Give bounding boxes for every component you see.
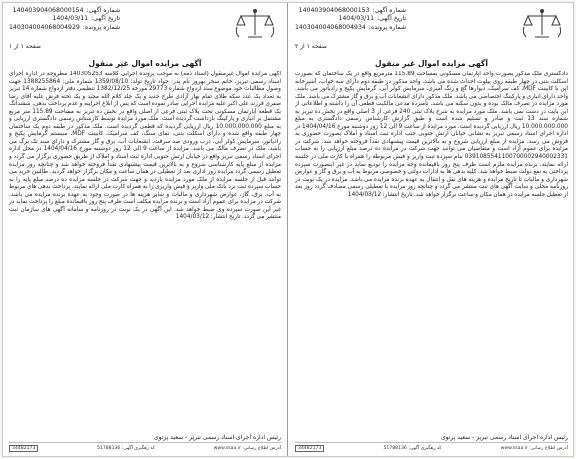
meta-date-row: تاریخ آگهی:1404/03/11	[338, 15, 407, 23]
notice-body	[9, 71, 281, 433]
notice-footer	[9, 442, 281, 453]
footer-website: آدرس اطلاع رسانی: www.ssaa.ir	[213, 445, 281, 451]
meta-file-row: شماره پرونده:140304004068004934	[295, 23, 407, 31]
notice-body-text: آگهی مزایده اموال غیرمنقول (اسناد ذمه) به موجب پرونده اجرایی کلاسه 140305253 مطروحه در اداره اجرای اسناد رسمی تبریز، خانم سحر بهروز نام پدر: جواد تاریخ تولد: 1359/08/10 شماره ملی: 1388255864 جهت وصول مطالبات خود موضوع سند ازدواج شماره 29773 مورخه 1382/12/25 تنظیمی دفتر ازدواج شماره 14 تبریز به تعداد یک عدد سکه طلای تمام بهار آزادی طرح جدید و یک جلد کلام الله مجید و یک تخته فرش علیه آقای رضا صفری فرزند علی اکبر علیه مزایده اجرایی صادر نموده است که پس از ابلاغ اجراییه و عدم پرداخت بدهی، ششدانگ یک قطعه آپارتمان مسکونی تحت پلاک ثبتی فرعی از اصلی واقع در بخش ده تبریز به مساحت 115.89 متر مربع مشتمل بر انباری و پارکینگ بازداشت گردیده است. ملک مورد مزایده توسط کارشناس رسمی دادگستری ارزیابی و به مبلغ 10.000.000.000 ریال ارزیابی گردیده که قطعی گردیده است. ملک مذکور در طبقه دوم یک ساختمان چهار طبقه واقع شده و دارای اسکلت بتنی، نمای سنگ، کف سرامیک، کابینت MDF، سیستم گرمایش پکیج و رادیاتور، سرمایش کولر آبی، درب ورودی ضد سرقت، انشعابات آب، برق و گاز مشترک و دارای سند تک برگ می باشد. ملک در تصرف مالک می باشد. مزایده از ساعت 9 الی 12 روز دوشنبه مورخ 1404/04/16 در محل اداره اجرای اسناد رسمی تبریز واقع در خیابان ارتش جنوبی اداره ثبت اسناد و املاک از طریق حضوری برگزار می گردد و مزایده از مبلغ پایه کارشناسی شروع و به بالاترین قیمت پیشنهادی نقداً فروخته خواهد شد و چنانچه روز مزایده تعطیل رسمی گردد مزایده روز اداری بعد از تعطیلی در همان ساعت و مکان برگزار خواهد گردید. طالبین خرید می توانند قبل از جلسه مزایده از ملک مورد مزایده بازدید و جهت شرکت در جلسه مزایده ده درصد مبلغ پایه را به حساب سپرده ثبت نزد بانک ملی واریز و فیش واریزی را به همراه کارت ملی ارائه نمایند. پرداخت بدهی های مربوط به آب، برق، گاز، عوارض شهرداری و مالیات و سایر هزینه ها در صورت وجود به عهده برنده مزایده می باشد. شرکت در مزایده برای عموم آزاد است و برنده مزایده مکلف است ظرف پنج روز باقیمانده مبلغ را پرداخت نماید در غیر این صورت سپرده وی ضبط خواهد شد. این آگهی در یک نوبت در روزنامه و سامانه آگهی های سازمان ثبت منتشر می گردد. تاریخ انتشار: 1404/03/12	[9, 71, 281, 221]
notice-meta	[295, 7, 406, 32]
footer-tracking-code: کد رهگیری آگهی: 51788136	[96, 445, 155, 451]
scales-of-justice-emblem-icon	[520, 7, 564, 41]
document-sheet	[2, 2, 574, 457]
notice-header	[9, 7, 281, 57]
notice-date: 1404/03/11	[338, 15, 375, 23]
notice-header	[295, 7, 568, 57]
notice-code: 140403904068000153	[298, 7, 370, 14]
notice-signature: رئیس اداره اجرای اسناد رسمی تبریز - سعید پرتوی	[440, 434, 568, 441]
scales-of-justice-emblem-icon	[233, 7, 277, 41]
meta-file-row: شماره پرونده:140304004068004929	[9, 23, 121, 31]
notice-footer	[295, 442, 568, 453]
notice-left	[3, 3, 288, 456]
page-number: صفحه ۱ از ۲	[295, 43, 327, 50]
footer-stamp: 34482173	[9, 445, 38, 452]
footer-website: آدرس اطلاع رسانی: www.ssaa.ir	[500, 445, 568, 451]
footer-stamp: 34482173	[295, 445, 324, 452]
notice-date: 1404/03/11	[52, 15, 89, 23]
meta-date-row: تاریخ آگهی:1404/03/11	[52, 15, 121, 23]
notice-title: آگهی مزایده اموال غیر منقول	[88, 59, 202, 68]
notice-meta	[9, 7, 120, 32]
notice-body	[295, 71, 568, 433]
notice-right	[289, 3, 574, 456]
notice-file-number: 140304004068004934	[295, 23, 366, 31]
page-number: صفحه ۱ از ۱	[9, 43, 41, 50]
notice-code: 140403904068000154	[12, 7, 84, 14]
notice-body-text: دادگستری ملک مذکور بصورت واحد آپارتمان مسکونی بمساحت 115.89 مترمربع واقع در یک ساختمان که بصورت اسکلت بتنی در چهار طبقه روی پیلوت احداث شده می باشد. واحد مذکور در طبقه دوم دارای سه خواب، آشپزخانه اپن با کابینت MDF، کف سرامیک، دیوارها گچ و رنگ آمیزی، سرمایش کولر آبی، گرمایش پکیج و رادیاتور می باشد. واحد دارای انباری و پارکینگ اختصاصی می باشد. ملک مذکور دارای انشعابات آب و برق و گاز مشترک می باشد. ملک مورد مزایده در تصرف مالک بوده و بدون سکنه می باشد. نامبرده مدعی مالکیت قطعی آن را داشته و اطلاعاتی از این بابت در دست نمی باشد. ملک مورد مزایده به شرح پلاک ثبتی 240 فرعی از 3 اصلی واقع در بخش ده تبریز به شماره سند 13 ثبت و صادر و تسلیم شده است و طبق گزارش کارشناس رسمی دادگستری به مبلغ 10.000.000.000 ریال ارزیابی گردیده است. مورد مزایده از ساعت 9 الی 12 روز دوشنبه مورخ 1404/04/16 در اداره اجرای اسناد رسمی تبریز به نشانی خیابان ارتش جنوبی جنب اداره ثبت اسناد و املاک بصورت حضوری به فروش می رسد. مزایده از مبلغ ارزیابی شروع و به بالاترین قیمت پیشنهادی نقداً فروخته خواهد شد. شرکت در مزایده برای عموم آزاد است و متقاضیان می توانند جهت شرکت در مزایده ده درصد مبلغ ارزیابی را به حساب 0391085541100700002940002331 بنام سپرده ثبت واریز و فیش مربوطه را همراه با کارت ملی در جلسه ارائه نمایند. برنده مزایده ملزم است ظرف پنج روز باقیمانده وجه مزایده را تودیع نماید در غیر اینصورت سپرده پرداختی به نفع دولت ضبط خواهد شد. کلیه بدهی ها به ادارات دولتی و خصوصی مربوط به آب و برق و گاز و عوارض شهرداری و مالیات تا تاریخ مزایده و هزینه های نقل و انتقال به عهده برنده مزایده می باشد. مزایده در یک نوبت در روزنامه محلی و سایت آگهی های ثبت منتشر می گردد و چنانچه روز مزایده با تعطیلی رسمی مصادف گردد روز بعد از تعطیل جلسه مزایده در همان مکان و ساعت برگزار خواهد شد. تاریخ انتشار: 1404/03/12	[295, 71, 568, 198]
meta-code-row: شماره آگهی:140403904068000153	[298, 7, 407, 14]
meta-code-row: شماره آگهی:140403904068000154	[12, 7, 121, 14]
notice-signature: رئیس اداره اجرای اسناد رسمی تبریز - سعید پرتوی	[153, 434, 281, 441]
footer-tracking-code: کد رهگیری آگهی: 51788136	[383, 445, 442, 451]
notice-title: آگهی مزایده اموال غیر منقول	[375, 59, 488, 68]
notice-file-number: 140304004068004929	[9, 23, 80, 31]
